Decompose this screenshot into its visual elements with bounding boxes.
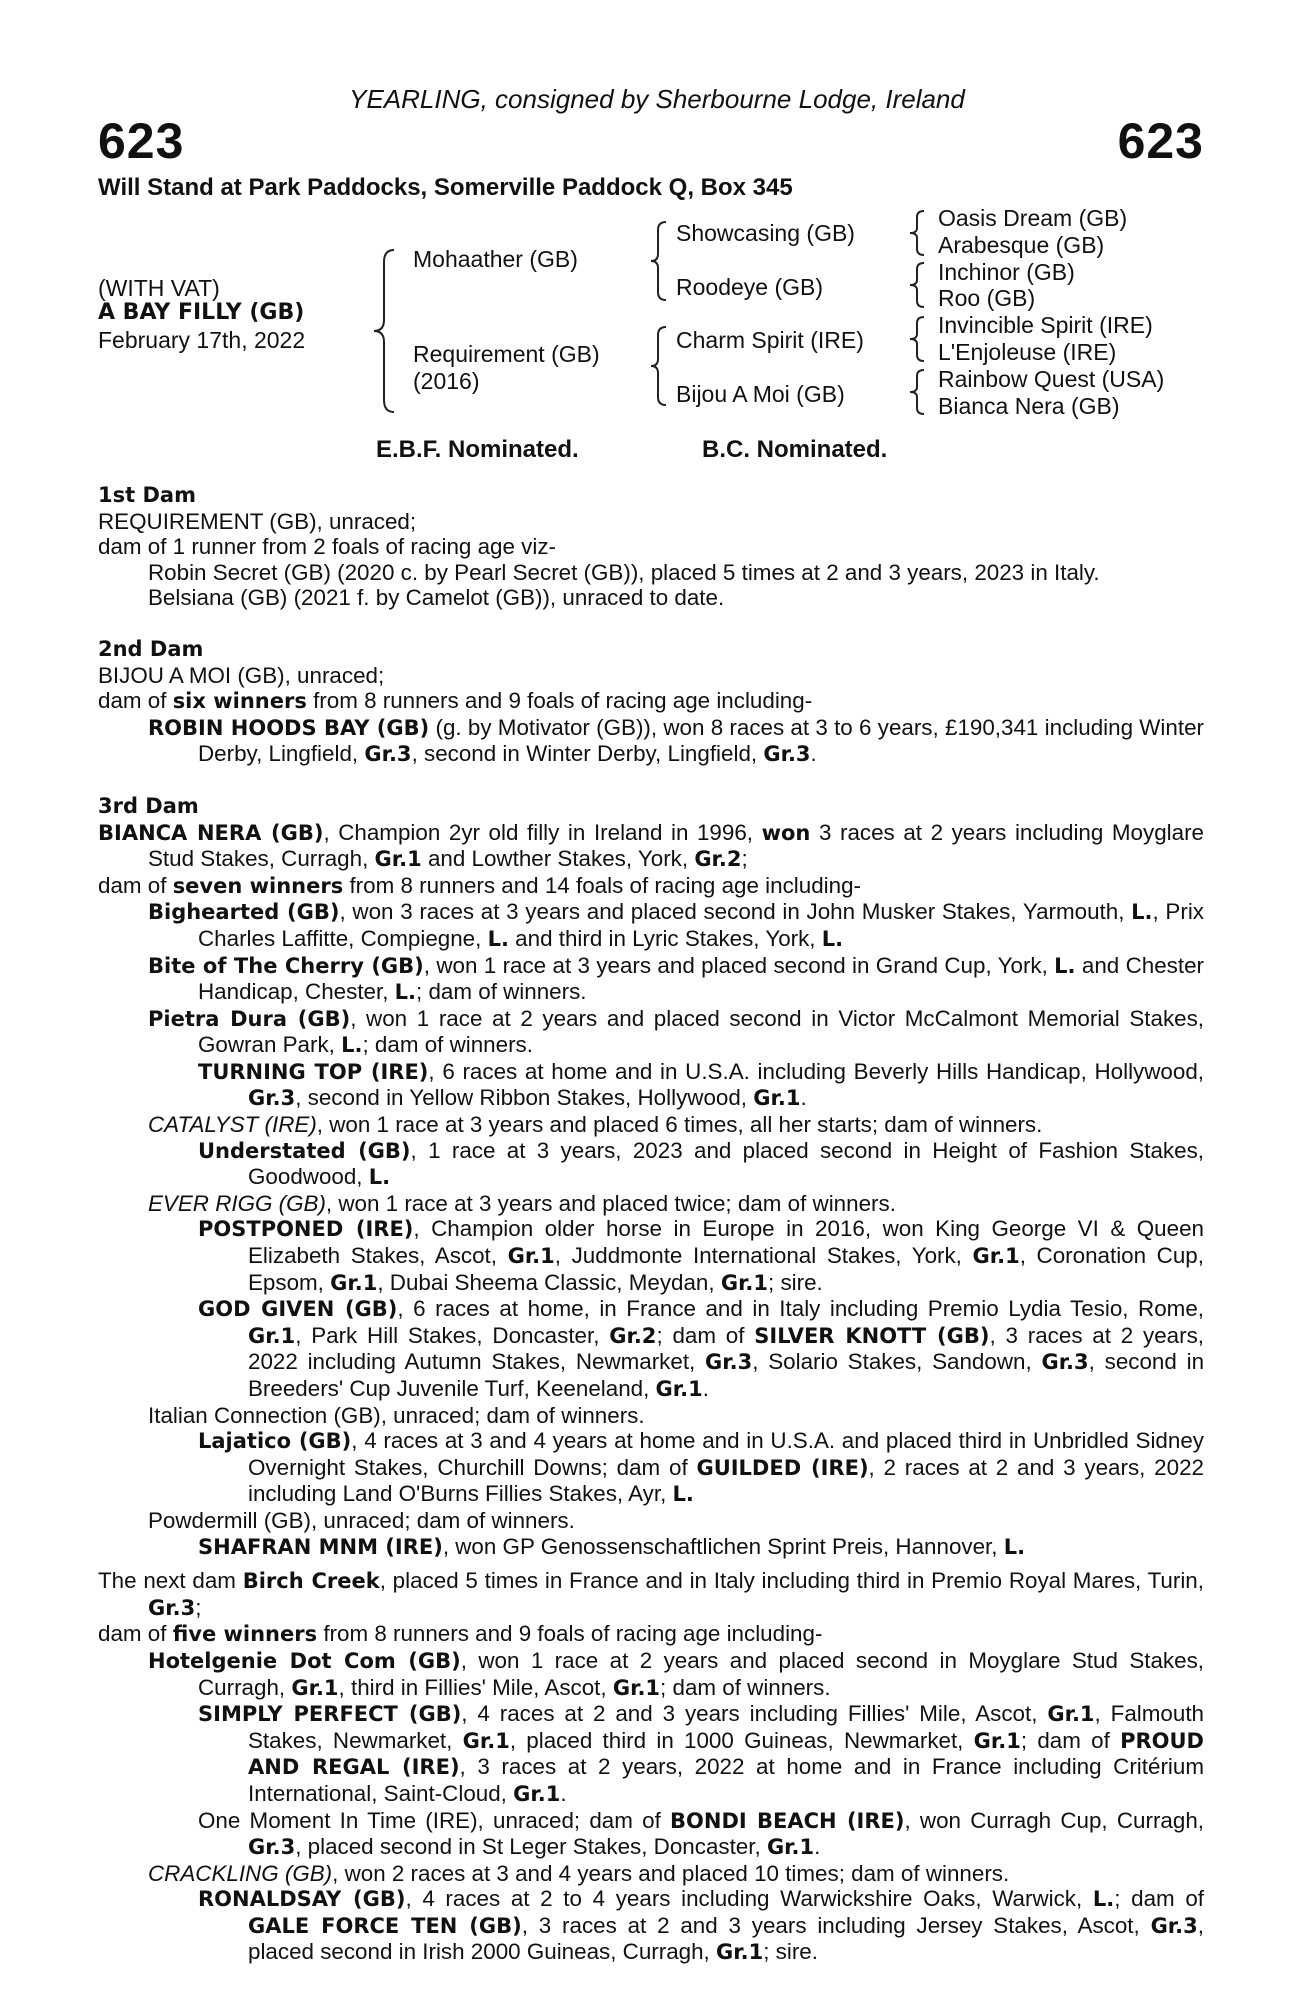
dam-name: Requirement (GB)	[413, 341, 600, 367]
second-dam-heading: 2nd Dam	[98, 636, 204, 661]
entry-robin-hoods-bay: ROBIN HOODS BAY (GB) (g. by Motivator (GB)), won 8 races at 3 to 6 years, £190,341 including Winter Derby, Lingfield, Gr.3, second in Winter Derby, Lingfield, Gr.3.	[148, 714, 1204, 767]
pedigree-gen3-3: Inchinor (GB)	[938, 259, 1075, 285]
entry-bite-of-the-cherry: Bite of The Cherry (GB), won 1 race at 3 years and placed second in Grand Cup, York, L. and Chester Handicap, Chester, L.; dam of winners.	[148, 952, 1204, 1005]
pedigree-gen3-4: Roo (GB)	[938, 285, 1036, 311]
pedigree-gen3-6: L'Enjoleuse (IRE)	[938, 339, 1117, 365]
horse-name: A BAY FILLY (GB)	[98, 300, 305, 325]
pedigree-brace-g1	[906, 208, 930, 258]
entry-simply-perfect: SIMPLY PERFECT (GB), 4 races at 2 and 3 years including Fillies' Mile, Ascot, Gr.1, Falmouth Stakes, Newmarket, Gr.1, placed third in 1000 Guineas, Newmarket, Gr.1; dam of PROUD AND REGAL (IRE), 3 races at 2 years, 2022 at home and in France including Critérium International, Saint-Cloud, Gr.1.	[198, 1701, 1205, 1806]
entry-bianca-nera: BIANCA NERA (GB), Champion 2yr old filly in Ireland in 1996, won 3 races at 2 years including Moyglare Stud Stakes, Curragh, Gr.1 and Lowther Stakes, York, Gr.2;	[98, 819, 1204, 872]
entry-bighearted: Bighearted (GB), won 3 races at 3 years and placed second in John Musker Stakes, Yarmouth, L., Prix Charles Laffitte, Compiegne, L. and third in Lyric Stakes, York, L.	[148, 899, 1204, 951]
entry-understated: Understated (GB), 1 race at 3 years, 2023 and placed second in Height of Fashion Stakes, Goodwood, L.	[198, 1137, 1205, 1190]
pedigree-brace-g3	[906, 314, 930, 364]
bc-nominated: B.C. Nominated.	[702, 436, 888, 463]
entry-ever-rigg: EVER RIGG (GB), won 1 race at 3 years and placed twice; dam of winners.	[148, 1190, 896, 1216]
sire-name: Mohaather (GB)	[413, 246, 578, 272]
entry-god-given: GOD GIVEN (GB), 6 races at home, in France and in Italy including Premio Lydia Tesio, Rome, Gr.1, Park Hill Stakes, Doncaster, Gr.2; dam of SILVER KNOTT (GB), 3 races at 2 years, 2022 including Autumn Stakes, Newmarket, Gr.3, Solario Stakes, Sandown, Gr.3, second in Breeders' Cup Juvenile Turf, Keeneland, Gr.1.	[198, 1296, 1205, 1401]
foaling-date: February 17th, 2022	[98, 327, 306, 353]
pedigree-gen3-8: Bianca Nera (GB)	[938, 393, 1120, 419]
pedigree-gen3-1: Oasis Dream (GB)	[938, 205, 1128, 231]
stand-info: Will Stand at Park Paddocks, Somerville Paddock Q, Box 345	[98, 174, 793, 201]
third-dam-heading: 3rd Dam	[98, 793, 199, 818]
first-dam-foal-2: Belsiana (GB) (2021 f. by Camelot (GB)), unraced to date.	[148, 585, 725, 611]
sire-dam-name: Roodeye (GB)	[676, 274, 824, 300]
pedigree-brace-g2	[906, 260, 930, 310]
ebf-nominated: E.B.F. Nominated.	[376, 436, 579, 463]
entry-powdermill: Powdermill (GB), unraced; dam of winners.	[148, 1507, 575, 1533]
pedigree-brace-sire	[648, 220, 672, 302]
pedigree-brace-dam	[648, 325, 672, 407]
entry-hotelgenie-dot-com: Hotelgenie Dot Com (GB), won 1 race at 2 years and placed second in Moyglare Stud Stakes, Curragh, Gr.1, third in Fillies' Mile, Ascot, Gr.1; dam of winners.	[148, 1647, 1204, 1700]
entry-one-moment-in-time: One Moment In Time (IRE), unraced; dam of BONDI BEACH (IRE), won Curragh Cup, Curragh, Gr.3, placed second in St Leger Stakes, Doncaster, Gr.1.	[198, 1807, 1204, 1860]
entry-postponed: POSTPONED (IRE), Champion older horse in Europe in 2016, won King George VI & Queen Elizabeth Stakes, Ascot, Gr.1, Juddmonte International Stakes, York, Gr.1, Coronation Cup, Epsom, Gr.1, Dubai Sheema Classic, Meydan, Gr.1; sire.	[198, 1216, 1204, 1295]
next-dam-produce-line: dam of five winners from 8 runners and 9 foals of racing age including-	[98, 1621, 823, 1647]
pedigree-brace-main	[370, 248, 400, 414]
entry-shafran-mnm: SHAFRAN MNM (IRE), won GP Genossenschaftlichen Sprint Preis, Hannover, L.	[198, 1533, 1026, 1559]
dam-year: (2016)	[413, 368, 480, 394]
third-dam-produce-line: dam of seven winners from 8 runners and 14 foals of racing age including-	[98, 872, 862, 898]
dam-sire-name: Charm Spirit (IRE)	[676, 327, 864, 353]
dam-dam-name: Bijou A Moi (GB)	[676, 381, 845, 407]
first-dam-line: REQUIREMENT (GB), unraced;	[98, 508, 417, 534]
vat-label: (WITH VAT)	[98, 275, 220, 301]
entry-lajatico: Lajatico (GB), 4 races at 3 and 4 years at home and in U.S.A. and placed third in Unbridled Sidney Overnight Stakes, Churchill Downs; dam of GUILDED (IRE), 2 races at 2 and 3 years, 2022 including Land O'Burns Fillies Stakes, Ayr, L.	[198, 1428, 1204, 1507]
entry-next-dam: The next dam Birch Creek, placed 5 times in France and in Italy including third in Premio Royal Mares, Turin, Gr.3;	[98, 1568, 1204, 1620]
lot-number-right: 623	[1117, 113, 1204, 169]
consignor-line: YEARLING, consigned by Sherbourne Lodge, Ireland	[349, 84, 965, 114]
sire-sire-name: Showcasing (GB)	[676, 220, 855, 246]
pedigree-gen3-2: Arabesque (GB)	[938, 232, 1105, 258]
second-dam-produce-line: dam of six winners from 8 runners and 9 foals of racing age including-	[98, 688, 813, 714]
first-dam-foal-1: Robin Secret (GB) (2020 c. by Pearl Secret (GB)), placed 5 times at 2 and 3 years, 2023 in Italy.	[148, 559, 1100, 585]
first-dam-heading: 1st Dam	[98, 483, 196, 507]
entry-italian-connection: Italian Connection (GB), unraced; dam of winners.	[148, 1402, 645, 1428]
pedigree-gen3-5: Invincible Spirit (IRE)	[938, 312, 1153, 338]
pedigree-brace-g4	[906, 367, 930, 417]
first-dam-produce-line: dam of 1 runner from 2 foals of racing age viz-	[98, 534, 556, 560]
entry-turning-top: TURNING TOP (IRE), 6 races at home and in U.S.A. including Beverly Hills Handicap, Hollywood, Gr.3, second in Yellow Ribbon Stakes, Hollywood, Gr.1.	[198, 1058, 1205, 1111]
entry-pietra-dura: Pietra Dura (GB), won 1 race at 2 years and placed second in Victor McCalmont Memorial Stakes, Gowran Park, L.; dam of winners.	[148, 1005, 1205, 1058]
second-dam-line: BIJOU A MOI (GB), unraced;	[98, 662, 385, 688]
entry-crackling: CRACKLING (GB), won 2 races at 3 and 4 years and placed 10 times; dam of winners.	[148, 1860, 1010, 1886]
lot-number-left: 623	[98, 113, 185, 169]
catalogue-body	[98, 483, 1204, 1966]
entry-catalyst: CATALYST (IRE), won 1 race at 3 years and placed 6 times, all her starts; dam of winners.	[148, 1112, 1043, 1138]
entry-ronaldsay: RONALDSAY (GB), 4 races at 2 to 4 years including Warwickshire Oaks, Warwick, L.; dam of GALE FORCE TEN (GB), 3 races at 2 and 3 years including Jersey Stakes, Ascot, Gr.3, placed second in Irish 2000 Guineas, Curragh, Gr.1; sire.	[198, 1886, 1205, 1965]
pedigree-gen3-7: Rainbow Quest (USA)	[938, 366, 1165, 392]
